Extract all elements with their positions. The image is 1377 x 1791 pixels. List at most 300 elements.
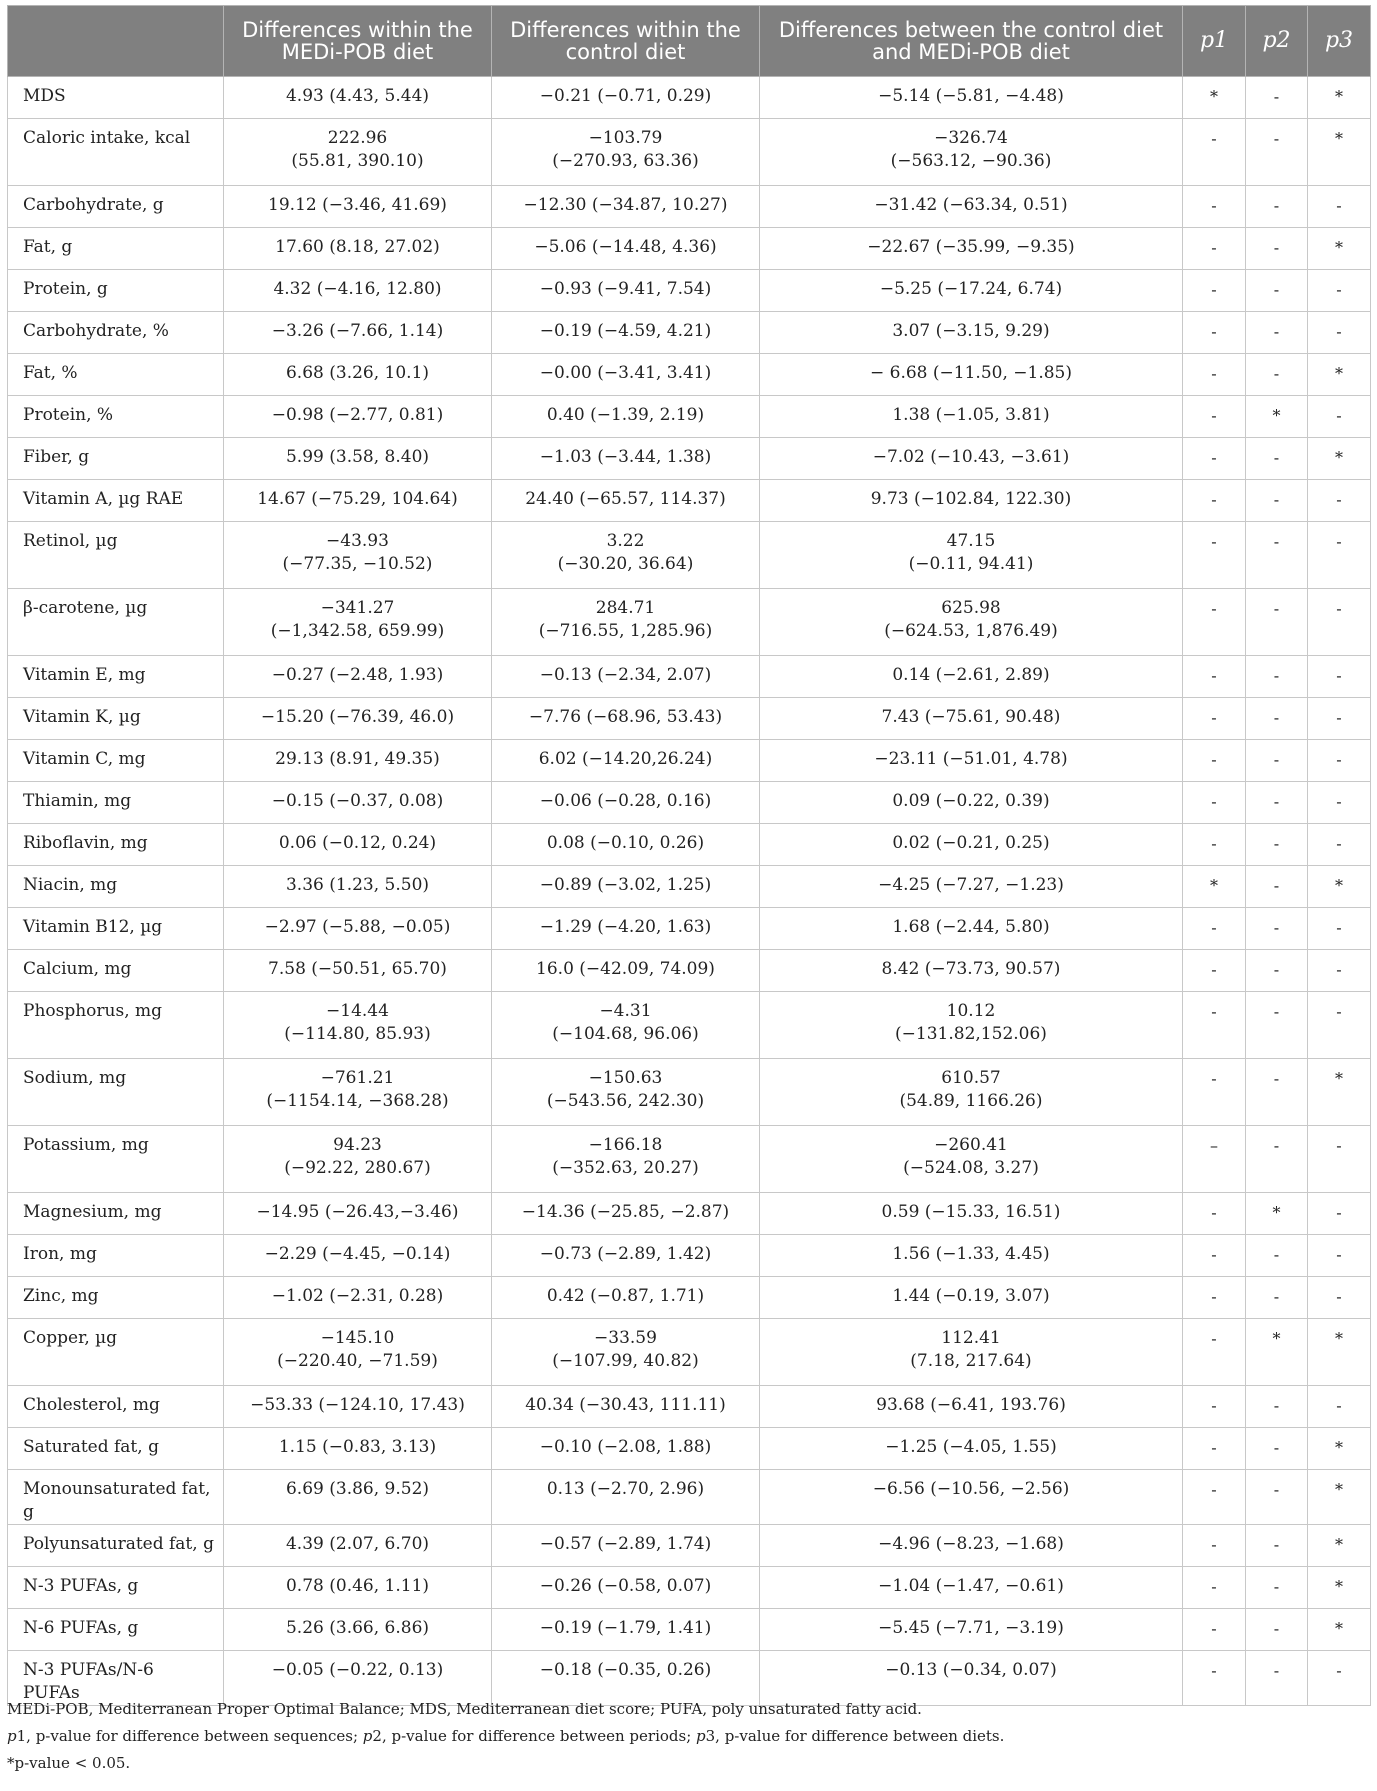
between-cell [760, 1567, 1183, 1609]
control-cell-line: −0.93 (−9.41, 7.54) [539, 279, 712, 299]
control-cell-line: −0.26 (−0.58, 0.07) [539, 1576, 712, 1596]
variable-cell: Calcium, mg [8, 950, 224, 992]
p3-cell: - [1308, 312, 1371, 354]
control-cell-line: (−107.99, 40.82) [552, 1351, 699, 1371]
control-cell [492, 950, 760, 992]
table-row [8, 1609, 1371, 1651]
medi-pob-cell-line: 1.15 (−0.83, 3.13) [278, 1437, 437, 1457]
between-cell [760, 1059, 1183, 1126]
table-row [8, 1319, 1371, 1386]
between-cell [760, 522, 1183, 589]
between-cell [760, 866, 1183, 908]
between-cell [760, 1319, 1183, 1386]
between-cell-line: (−0.11, 94.41) [908, 554, 1034, 574]
medi-pob-cell [224, 354, 492, 396]
medi-pob-cell [224, 396, 492, 438]
medi-pob-cell-line: −3.26 (−7.66, 1.14) [271, 321, 444, 341]
medi-pob-cell-line: −14.44 [326, 1001, 389, 1021]
header-control: Differences within the control diet [492, 6, 760, 77]
medi-pob-cell-line: (−1154.14, −368.28) [266, 1091, 449, 1111]
between-cell [760, 698, 1183, 740]
p3-cell: * [1308, 1609, 1371, 1651]
between-cell [760, 1126, 1183, 1193]
control-cell-line: (−104.68, 96.06) [552, 1024, 699, 1044]
table-row [8, 312, 1371, 354]
control-cell-line: −0.10 (−2.08, 1.88) [539, 1437, 712, 1457]
medi-pob-cell-line: (−114.80, 85.93) [284, 1024, 431, 1044]
p1-cell: - [1183, 740, 1246, 782]
medi-pob-cell [224, 1319, 492, 1386]
medi-pob-cell [224, 992, 492, 1059]
between-cell-line: 1.68 (−2.44, 5.80) [892, 917, 1050, 937]
table-row [8, 1126, 1371, 1193]
control-cell [492, 1470, 760, 1525]
table-row [8, 698, 1371, 740]
medi-pob-cell-line: 29.13 (8.91, 49.35) [275, 749, 440, 769]
control-cell-line: −1.03 (−3.44, 1.38) [539, 447, 712, 467]
p3-cell: - [1308, 1651, 1371, 1706]
control-cell-line: −103.79 [588, 128, 663, 148]
medi-pob-cell [224, 77, 492, 119]
p3-cell: - [1308, 270, 1371, 312]
between-cell-line: −7.02 (−10.43, −3.61) [872, 447, 1070, 467]
control-cell-line: (−716.55, 1,285.96) [538, 621, 713, 641]
p1-cell: - [1183, 186, 1246, 228]
control-cell [492, 228, 760, 270]
medi-pob-cell-line: 94.23 [333, 1135, 382, 1155]
table-row [8, 1193, 1371, 1235]
between-cell-line: 0.09 (−0.22, 0.39) [892, 791, 1050, 811]
control-cell-line: −33.59 [594, 1328, 657, 1348]
p3-cell: * [1308, 1428, 1371, 1470]
variable-cell: Thiamin, mg [8, 782, 224, 824]
between-cell-line: 7.43 (−75.61, 90.48) [881, 707, 1061, 727]
medi-pob-cell-line: −2.29 (−4.45, −0.14) [264, 1244, 451, 1264]
control-cell [492, 1126, 760, 1193]
footnote-significance: *p-value < 0.05. [7, 1754, 131, 1772]
control-cell [492, 866, 760, 908]
table-row [8, 908, 1371, 950]
p2-cell: - [1246, 1525, 1308, 1567]
p3-cell: - [1308, 589, 1371, 656]
medi-pob-cell [224, 1059, 492, 1126]
p1-cell: - [1183, 908, 1246, 950]
medi-pob-cell [224, 1428, 492, 1470]
medi-pob-cell-line: −43.93 [326, 531, 389, 551]
table-row [8, 396, 1371, 438]
between-cell-line: (−624.53, 1,876.49) [884, 621, 1058, 641]
between-cell-line: 625.98 [941, 598, 1001, 618]
medi-pob-cell [224, 1193, 492, 1235]
between-cell-line: 9.73 (−102.84, 122.30) [870, 489, 1072, 509]
p1-cell: - [1183, 1319, 1246, 1386]
p1-cell: - [1183, 438, 1246, 480]
p2-cell: - [1246, 908, 1308, 950]
p1-cell: - [1183, 228, 1246, 270]
p2-cell: - [1246, 740, 1308, 782]
table-row [8, 522, 1371, 589]
between-cell [760, 1470, 1183, 1525]
control-cell [492, 186, 760, 228]
p3-cell: * [1308, 1059, 1371, 1126]
control-cell-line: −0.13 (−2.34, 2.07) [539, 665, 712, 685]
between-cell [760, 992, 1183, 1059]
between-cell [760, 656, 1183, 698]
variable-cell: Copper, µg [8, 1319, 224, 1386]
p3-cell: - [1308, 1193, 1371, 1235]
control-cell-line: −0.89 (−3.02, 1.25) [539, 875, 712, 895]
p3-cell: - [1308, 782, 1371, 824]
variable-cell: N-3 PUFAs/N-6 PUFAs [8, 1651, 224, 1706]
between-cell-line: 0.14 (−2.61, 2.89) [892, 665, 1050, 685]
medi-pob-cell-line: 19.12 (−3.46, 41.69) [268, 195, 447, 215]
between-cell-line: −5.45 (−7.71, −3.19) [878, 1618, 1064, 1638]
table-row [8, 1386, 1371, 1428]
medi-pob-cell-line: 5.26 (3.66, 6.86) [285, 1618, 430, 1638]
variable-cell: N-6 PUFAs, g [8, 1609, 224, 1651]
p2-cell: - [1246, 1126, 1308, 1193]
medi-pob-cell-line: 4.39 (2.07, 6.70) [285, 1534, 430, 1554]
p1-label: p [7, 1727, 17, 1745]
p1-cell: - [1183, 522, 1246, 589]
table-row [8, 992, 1371, 1059]
p3-cell: - [1308, 698, 1371, 740]
control-cell [492, 698, 760, 740]
p2-cell: - [1246, 782, 1308, 824]
between-cell-line: (−524.08, 3.27) [903, 1158, 1039, 1178]
medi-pob-cell-line: (−220.40, −71.59) [277, 1351, 438, 1371]
p2-cell: - [1246, 1235, 1308, 1277]
between-cell-line: −260.41 [934, 1135, 1008, 1155]
variable-cell: Vitamin A, µg RAE [8, 480, 224, 522]
between-cell-line: −31.42 (−63.34, 0.51) [874, 195, 1068, 215]
medi-pob-cell-line: 7.58 (−50.51, 65.70) [268, 959, 447, 979]
table-row [8, 1567, 1371, 1609]
variable-cell: Carbohydrate, g [8, 186, 224, 228]
table-row [8, 270, 1371, 312]
p2-cell: - [1246, 1059, 1308, 1126]
between-cell [760, 782, 1183, 824]
p2-text: 2, p-value for difference between periods; [372, 1727, 697, 1745]
between-cell [760, 119, 1183, 186]
p2-label: p [362, 1727, 373, 1745]
control-cell-line: −150.63 [588, 1068, 663, 1088]
medi-pob-cell-line: 222.96 [327, 128, 388, 148]
control-cell-line: 0.08 (−0.10, 0.26) [546, 833, 705, 853]
control-cell-line: −4.31 [599, 1001, 652, 1021]
control-cell-line: (−270.93, 63.36) [552, 151, 699, 171]
table-row [8, 866, 1371, 908]
medi-pob-cell [224, 782, 492, 824]
p3-cell: - [1308, 656, 1371, 698]
medi-pob-cell [224, 480, 492, 522]
variable-cell: Polyunsaturated fat, g [8, 1525, 224, 1567]
variable-cell: Magnesium, mg [8, 1193, 224, 1235]
table-row [8, 589, 1371, 656]
variable-cell: Retinol, µg [8, 522, 224, 589]
control-cell [492, 1567, 760, 1609]
between-cell-line: −5.14 (−5.81, −4.48) [878, 86, 1064, 106]
between-cell-line: − 6.68 (−11.50, −1.85) [870, 363, 1072, 383]
control-cell-line: 0.13 (−2.70, 2.96) [546, 1479, 705, 1499]
medi-pob-cell [224, 1525, 492, 1567]
p1-cell: - [1183, 1235, 1246, 1277]
medi-pob-cell [224, 1386, 492, 1428]
control-cell-line: 0.42 (−0.87, 1.71) [546, 1286, 705, 1306]
variable-cell: Fat, g [8, 228, 224, 270]
medi-pob-cell-line: (−92.22, 280.67) [284, 1158, 431, 1178]
table-row [8, 1651, 1371, 1706]
control-cell-line: 284.71 [595, 598, 656, 618]
table-row [8, 782, 1371, 824]
medi-pob-cell [224, 950, 492, 992]
control-cell [492, 522, 760, 589]
table-row [8, 77, 1371, 119]
table-row [8, 1525, 1371, 1567]
p1-cell: - [1183, 1609, 1246, 1651]
between-cell-line: −4.25 (−7.27, −1.23) [878, 875, 1064, 895]
medi-pob-cell-line: 17.60 (8.18, 27.02) [275, 237, 440, 257]
between-cell-line: 0.02 (−0.21, 0.25) [892, 833, 1050, 853]
control-cell [492, 1059, 760, 1126]
variable-cell: Protein, g [8, 270, 224, 312]
medi-pob-cell-line: −761.21 [320, 1068, 395, 1088]
control-cell [492, 740, 760, 782]
control-cell-line: 6.02 (−14.20,26.24) [538, 749, 713, 769]
p3-cell: * [1308, 866, 1371, 908]
control-cell-line: −0.18 (−0.35, 0.26) [539, 1660, 712, 1680]
table-row [8, 1428, 1371, 1470]
p2-cell: - [1246, 119, 1308, 186]
control-cell [492, 1277, 760, 1319]
medi-pob-cell-line: 5.99 (3.58, 8.40) [285, 447, 430, 467]
between-cell-line: −4.96 (−8.23, −1.68) [878, 1534, 1064, 1554]
p1-cell: - [1183, 950, 1246, 992]
p3-cell: - [1308, 1277, 1371, 1319]
table-row [8, 656, 1371, 698]
control-cell [492, 438, 760, 480]
medi-pob-cell [224, 740, 492, 782]
p1-cell: - [1183, 1567, 1246, 1609]
p3-cell: - [1308, 1235, 1371, 1277]
p1-cell: - [1183, 1470, 1246, 1525]
p3-cell: * [1308, 1319, 1371, 1386]
p2-cell: * [1246, 1319, 1308, 1386]
control-cell-line: 24.40 (−65.57, 114.37) [525, 489, 726, 509]
between-cell-line: (−563.12, −90.36) [890, 151, 1052, 171]
variable-cell: Riboflavin, mg [8, 824, 224, 866]
p3-cell: - [1308, 186, 1371, 228]
p3-cell: - [1308, 1386, 1371, 1428]
variable-cell: Vitamin K, µg [8, 698, 224, 740]
control-cell-line: (−352.63, 20.27) [552, 1158, 699, 1178]
control-cell-line: −166.18 [588, 1135, 663, 1155]
between-cell-line: 1.56 (−1.33, 4.45) [892, 1244, 1050, 1264]
p1-cell: - [1183, 1525, 1246, 1567]
between-cell [760, 77, 1183, 119]
between-cell-line: 112.41 [941, 1328, 1001, 1348]
p2-cell: - [1246, 589, 1308, 656]
control-cell [492, 1525, 760, 1567]
variable-cell: Vitamin C, mg [8, 740, 224, 782]
table-row [8, 740, 1371, 782]
header-p2: p2 [1246, 6, 1308, 77]
p1-cell: - [1183, 480, 1246, 522]
medi-pob-cell-line: −53.33 (−124.10, 17.43) [250, 1395, 465, 1415]
medi-pob-cell [224, 270, 492, 312]
p2-cell: - [1246, 1428, 1308, 1470]
between-cell [760, 589, 1183, 656]
control-cell [492, 396, 760, 438]
control-cell-line: −12.30 (−34.87, 10.27) [523, 195, 728, 215]
p1-cell: - [1183, 396, 1246, 438]
control-cell-line: 16.0 (−42.09, 74.09) [536, 959, 715, 979]
medi-pob-cell-line: 4.32 (−4.16, 12.80) [273, 279, 442, 299]
p2-cell: - [1246, 522, 1308, 589]
p1-cell: * [1183, 77, 1246, 119]
control-cell-line: −0.19 (−1.79, 1.41) [539, 1618, 712, 1638]
medi-pob-cell [224, 228, 492, 270]
p1-cell: - [1183, 698, 1246, 740]
footnote-abbreviations: MEDi-POB, Mediterranean Proper Optimal Balance; MDS, Mediterranean diet score; PUFA, poly unsaturated fatty acid. [7, 1700, 922, 1718]
control-cell [492, 1386, 760, 1428]
medi-pob-cell [224, 866, 492, 908]
p2-cell: - [1246, 698, 1308, 740]
p1-cell: - [1183, 824, 1246, 866]
between-cell [760, 480, 1183, 522]
variable-cell: N-3 PUFAs, g [8, 1567, 224, 1609]
between-cell [760, 1386, 1183, 1428]
medi-pob-cell [224, 119, 492, 186]
medi-pob-cell-line: −145.10 [320, 1328, 395, 1348]
between-cell [760, 396, 1183, 438]
p1-cell: - [1183, 119, 1246, 186]
p3-cell: * [1308, 1567, 1371, 1609]
control-cell [492, 480, 760, 522]
medi-pob-cell [224, 1126, 492, 1193]
variable-cell: MDS [8, 77, 224, 119]
control-cell [492, 824, 760, 866]
medi-pob-cell [224, 522, 492, 589]
control-cell-line: −7.76 (−68.96, 53.43) [528, 707, 723, 727]
medi-pob-cell [224, 908, 492, 950]
table-row [8, 1470, 1371, 1525]
p1-cell: – [1183, 1126, 1246, 1193]
control-cell [492, 1651, 760, 1706]
header-variable [8, 6, 224, 77]
data-table [7, 5, 1371, 1706]
medi-pob-cell [224, 589, 492, 656]
table-row [8, 354, 1371, 396]
between-cell-line: 3.07 (−3.15, 9.29) [892, 321, 1050, 341]
between-cell [760, 908, 1183, 950]
between-cell-line: −0.13 (−0.34, 0.07) [885, 1660, 1057, 1680]
control-cell-line: −0.73 (−2.89, 1.42) [539, 1244, 712, 1264]
medi-pob-cell [224, 1277, 492, 1319]
p2-cell: - [1246, 1651, 1308, 1706]
medi-pob-cell [224, 1609, 492, 1651]
control-cell-line: −0.19 (−4.59, 4.21) [539, 321, 712, 341]
between-cell-line: −5.25 (−17.24, 6.74) [879, 279, 1063, 299]
medi-pob-cell-line: 14.67 (−75.29, 104.64) [257, 489, 458, 509]
p2-cell: - [1246, 228, 1308, 270]
p2-cell: - [1246, 1470, 1308, 1525]
p1-cell: - [1183, 1428, 1246, 1470]
between-cell [760, 270, 1183, 312]
between-cell [760, 1277, 1183, 1319]
medi-pob-cell-line: 0.06 (−0.12, 0.24) [278, 833, 437, 853]
p3-cell: - [1308, 824, 1371, 866]
between-cell [760, 354, 1183, 396]
variable-cell: Phosphorus, mg [8, 992, 224, 1059]
table-row [8, 1235, 1371, 1277]
p1-cell: - [1183, 1193, 1246, 1235]
between-cell [760, 740, 1183, 782]
variable-cell: Iron, mg [8, 1235, 224, 1277]
p2-cell: - [1246, 1386, 1308, 1428]
medi-pob-cell [224, 656, 492, 698]
table-row [8, 119, 1371, 186]
p1-cell: - [1183, 1277, 1246, 1319]
p3-cell: - [1308, 396, 1371, 438]
control-cell [492, 1609, 760, 1651]
p3-cell: - [1308, 908, 1371, 950]
between-cell [760, 1651, 1183, 1706]
control-cell-line: −5.06 (−14.48, 4.36) [534, 237, 717, 257]
medi-pob-cell-line: 6.68 (3.26, 10.1) [285, 363, 430, 383]
p2-cell: - [1246, 77, 1308, 119]
p1-text: 1, p-value for difference between sequences; [16, 1727, 363, 1745]
p3-cell: * [1308, 1470, 1371, 1525]
p3-cell: * [1308, 1525, 1371, 1567]
table-row [8, 950, 1371, 992]
between-cell-line: −1.25 (−4.05, 1.55) [885, 1437, 1057, 1457]
table-row [8, 1277, 1371, 1319]
control-cell [492, 589, 760, 656]
between-cell [760, 1609, 1183, 1651]
variable-cell: Zinc, mg [8, 1277, 224, 1319]
p1-cell: - [1183, 1386, 1246, 1428]
table-body [8, 77, 1371, 1706]
p3-cell: * [1308, 119, 1371, 186]
between-cell-line: 1.38 (−1.05, 3.81) [892, 405, 1050, 425]
p2-cell: - [1246, 1277, 1308, 1319]
between-cell [760, 1193, 1183, 1235]
table-header [8, 6, 1371, 77]
between-cell [760, 228, 1183, 270]
between-cell-line: −23.11 (−51.01, 4.78) [874, 749, 1068, 769]
control-cell [492, 1428, 760, 1470]
between-cell-line: 10.12 [946, 1001, 996, 1021]
p3-label: p [696, 1727, 706, 1745]
p2-cell: - [1246, 270, 1308, 312]
control-cell-line: 3.22 [606, 531, 645, 551]
header-p3: p3 [1308, 6, 1371, 77]
medi-pob-cell [224, 438, 492, 480]
control-cell-line: 0.40 (−1.39, 2.19) [546, 405, 705, 425]
between-cell-line: −6.56 (−10.56, −2.56) [872, 1479, 1070, 1499]
p3-cell: * [1308, 438, 1371, 480]
medi-pob-cell [224, 1651, 492, 1706]
p2-cell: - [1246, 656, 1308, 698]
p2-cell: - [1246, 1609, 1308, 1651]
between-cell-line: 93.68 (−6.41, 193.76) [876, 1395, 1066, 1415]
p2-cell: - [1246, 438, 1308, 480]
between-cell [760, 1235, 1183, 1277]
medi-pob-cell-line: −14.95 (−26.43,−3.46) [256, 1202, 459, 1222]
p3-cell: - [1308, 740, 1371, 782]
medi-pob-cell [224, 1235, 492, 1277]
